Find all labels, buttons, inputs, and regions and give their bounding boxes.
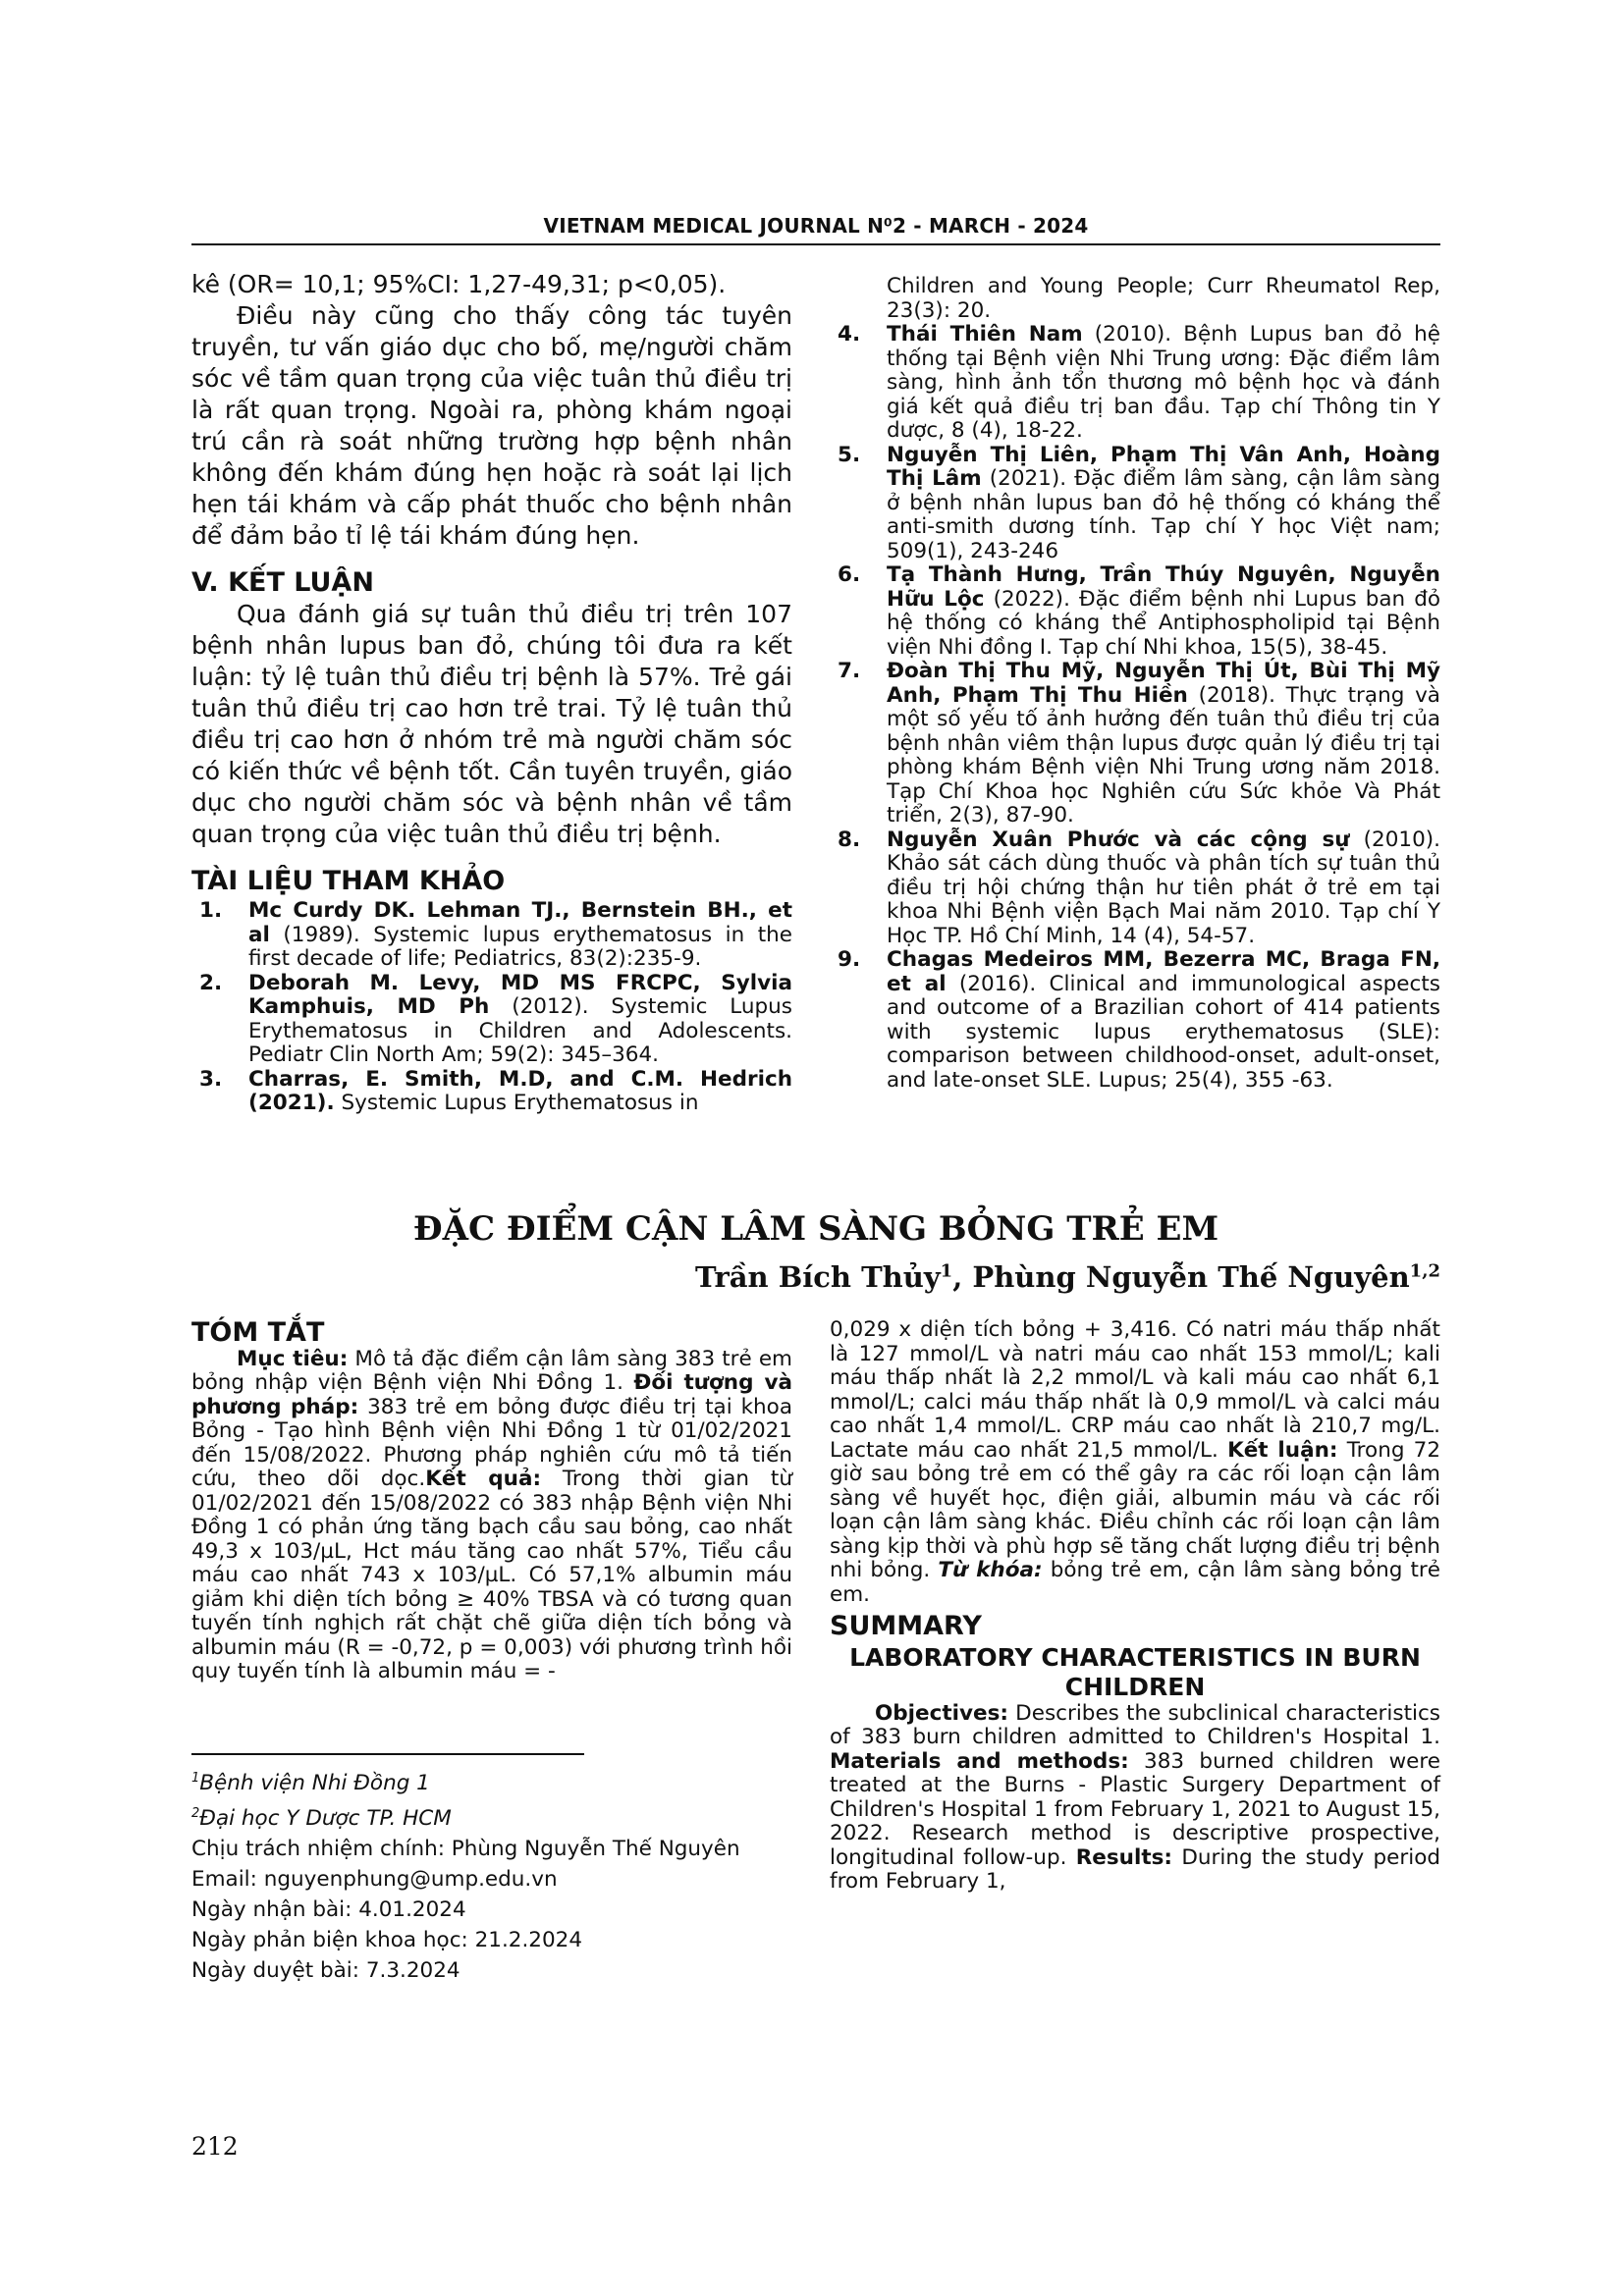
paragraph-stat: kê (OR= 10,1; 95%CI: 1,27-49,31; p<0,05).	[191, 270, 727, 298]
reference-item: 9. Chagas Medeiros MM, Bezerra MC, Braga FN, et al (2016). Clinical and immunological aspects and outcome of a Brazilian cohort of 414 patients with systemic lupus erythematosus (SLE): comparison between childhood-onset, adult-onset, and late-onset SLE. Lupus; 25(4), 355 -63.	[838, 947, 1440, 1093]
header-divider	[191, 243, 1440, 245]
reference-item: 2. Deborah M. Levy, MD MS FRCPC, Sylvia Kamphuis, MD Ph (2012). Systemic Lupus Erythematosus in Children and Adolescents. Pediatr Clin North Am; 59(2): 345–364.	[199, 970, 792, 1067]
reference-continuation: Children and Young People; Curr Rheumatol Rep, 23(3): 20.	[887, 274, 1440, 323]
abstract-body-continued: 0,029 x diện tích bỏng + 3,416. Có natri máu thấp nhất là 127 mmol/L và natri máu cao nhất 153 mmol/L; kali máu thấp nhất là 2,2 mmol/L và kali máu cao nhất 6,1 mmol/L; calci máu thấp nhất là 0,9 mmol/L và calci máu cao nhất 1,4 mmol/L. CRP máu cao nhất là 210,7 mg/L. Lactate máu cao nhất 21,5 mmol/L. Kết luận: Trong 72 giờ sau bỏng trẻ em có thể gây ra các rối loạn cận lâm sàng về huyết học, điện giải, albumin máu và các rối loạn cận lâm sàng khác. Điều chỉnh các rối loạn cận lâm sàng kịp thời và phù hợp sẽ tăng chất lượng điều trị bệnh nhi bỏng. Từ khóa: bỏng trẻ em, cận lâm sàng bỏng trẻ em.	[830, 1317, 1441, 1607]
abstract-heading: TÓM TẮT	[191, 1317, 325, 1348]
review-date: Ngày phản biện khoa học: 21.2.2024	[191, 1928, 583, 1953]
reference-item: 6. Tạ Thành Hưng, Trần Thúy Nguyên, Nguyễn Hữu Lộc (2022). Đặc điểm bệnh nhi Lupus ban đỏ hệ thống có kháng thể Antiphospholipid tại Bệnh viện Nhi đồng I. Tạp chí Nhi khoa, 15(5), 38-45.	[838, 562, 1440, 660]
reference-item: 4. Thái Thiên Nam (2010). Bệnh Lupus ban đỏ hệ thống tại Bệnh viện Nhi Trung ương: Đặc điểm lâm sàng, hình ảnh tổn thương mô bệnh học và đánh giá kết quả điều trị ban đầu. Tạp chí Thông tin Y dược, 8 (4), 18-22.	[838, 322, 1440, 443]
reference-item: 1. Mc Curdy DK. Lehman TJ., Bernstein BH., et al (1989). Systemic lupus erythematosus in the first decade of life; Pediatrics, 83(2):235-9.	[199, 898, 792, 971]
affiliation-2: $^2$Đại học Y Dược TP. HCM	[191, 1806, 452, 1832]
conclusion-heading: V. KẾT LUẬN	[191, 567, 374, 598]
reference-item: 8. Nguyễn Xuân Phước và các cộng sự (2010). Khảo sát cách dùng thuốc và phân tích sự tuân thủ điều trị hội chứng thận hư tiên phát ở trẻ em tại khoa Nhi Bệnh viện Bạch Mai năm 2010. Tạp chí Y Học TP. Hồ Chí Minh, 14 (4), 54-57.	[838, 827, 1440, 948]
conclusion-text: Qua đánh giá sự tuân thủ điều trị trên 107 bệnh nhân lupus ban đỏ, chúng tôi đưa ra kết luận: tỷ lệ tuân thủ điều trị bệnh là 57%. Trẻ gái tuân thủ điều trị cao hơn trẻ trai. Tỷ lệ tuân thủ điều trị cao hơn ở nhóm trẻ mà người chăm sóc có kiến thức về bệnh tốt. Cần tuyên truyền, giáo dục cho người chăm sóc và bệnh nhân về tầm quan trọng của việc tuân thủ điều trị bệnh.	[191, 600, 792, 848]
abstract-body: Mục tiêu: Mô tả đặc điểm cận lâm sàng 383 trẻ em bỏng nhập viện Bệnh viện Nhi Đồng 1. Đối tượng và phương pháp: 383 trẻ em bỏng được điều trị tại khoa Bỏng - Tạo hình Bệnh viện Nhi Đồng 1 từ 01/02/2021 đến 15/08/2022. Phương pháp nghiên cứu mô tả tiến cứu, theo dõi dọc.Kết quả: Trong thời gian từ 01/02/2021 đến 15/08/2022 có 383 nhập Bệnh viện Nhi Đồng 1 có phản ứng tăng bạch cầu sau bỏng, cao nhất 49,3 x 103/µL, Hct máu tăng cao nhất 57%, Tiểu cầu máu cao nhất 743 x 103/µL. Có 57,1% albumin máu giảm khi diện tích bỏng ≥ 40% TBSA và có tương quan tuyến tính nghịch rất chặt chẽ giữa diện tích bỏng và albumin máu (R = -0,72, p = 0,003) với phương trình hồi quy tuyến tính là albumin máu = -	[191, 1346, 792, 1683]
article-authors: Trần Bích Thủy$^1$, Phùng Nguyễn Thế Nguyên$^{1,2}$	[694, 1260, 1440, 1294]
affiliation-1: $^1$Bệnh viện Nhi Đồng 1	[191, 1771, 430, 1796]
abstract-vi-left	[191, 1317, 792, 1684]
footnote-divider	[191, 1753, 584, 1755]
author-affiliation-mark: 1	[940, 1260, 953, 1282]
reference-list-right	[830, 275, 1440, 1093]
footnotes	[191, 1763, 792, 1986]
reference-list-left	[191, 899, 792, 1116]
author-name: Trần Bích Thủy	[694, 1260, 941, 1294]
references-heading: TÀI LIỆU THAM KHẢO	[191, 866, 506, 896]
reference-item: 3. Charras, E. Smith, M.D, and C.M. Hedrich (2021). Systemic Lupus Erythematosus in	[199, 1066, 792, 1115]
summary-heading: SUMMARY	[830, 1611, 982, 1641]
author-name: Phùng Nguyễn Thế Nguyên	[972, 1260, 1410, 1294]
page-number: 212	[191, 2132, 239, 2161]
summary-body: Objectives: Describes the subclinical characteristics of 383 burn children admitted to Children's Hospital 1. Materials and methods: 383 burned children were treated at the Burns - Plastic Surgery Department of Children's Hospital 1 from February 1, 2021 to August 15, 2022. Research method is descriptive prospective, longitudinal follow-up. Results: During the study period from February 1,	[830, 1700, 1440, 1894]
abstract-vi-right	[830, 1318, 1440, 1895]
paragraph-discussion: Điều này cũng cho thấy công tác tuyên truyền, tư vấn giáo dục cho bố, mẹ/người chăm sóc về tầm quan trọng của việc tuân thủ điều trị là rất quan trọng. Ngoài ra, phòng khám ngoại trú cần rà soát những trường hợp bệnh nhân không đến khám đúng hẹn hoặc rà soát lại lịch hẹn tái khám và cấp phát thuốc cho bệnh nhân để đảm bảo tỉ lệ tái khám đúng hẹn.	[191, 301, 792, 550]
accepted-date: Ngày duyệt bài: 7.3.2024	[191, 1958, 460, 1984]
author-affiliation-mark: 1,2	[1409, 1260, 1440, 1282]
reference-item: 5. Nguyễn Thị Liên, Phạm Thị Vân Anh, Hoàng Thị Lâm (2021). Đặc điểm lâm sàng, cận lâm sàng ở bệnh nhân lupus ban đỏ hệ thống có kháng thể anti-smith dương tính. Tạp chí Y học Việt nam; 509(1), 243-246	[838, 442, 1440, 563]
responsible-author: Chịu trách nhiệm chính: Phùng Nguyễn Thế Nguyên	[191, 1837, 740, 1862]
left-column	[191, 269, 792, 1116]
summary-title: LABORATORY CHARACTERISTICS IN BURN CHILDREN	[849, 1642, 1421, 1701]
contact-email: Email: nguyenphung@ump.edu.vn	[191, 1867, 558, 1893]
article-title: ĐẶC ĐIỂM CẬN LÂM SÀNG BỎNG TRẺ EM	[412, 1209, 1219, 1249]
reference-item: 7. Đoàn Thị Thu Mỹ, Nguyễn Thị Út, Bùi Thị Mỹ Anh, Phạm Thị Thu Hiền (2018). Thực trạng và một số yếu tố ảnh hưởng đến tuân thủ điều trị của bệnh nhân viêm thận lupus được quản lý điều trị tại phòng khám Bệnh viện Nhi Trung ương năm 2018. Tạp Chí Khoa học Nghiên cứu Sức khỏe Và Phát triển, 2(3), 87-90.	[838, 659, 1440, 828]
journal-header: VIETNAM MEDICAL JOURNAL N⁰2 - MARCH - 2024	[543, 214, 1089, 238]
right-column	[830, 275, 1440, 1093]
received-date: Ngày nhận bài: 4.01.2024	[191, 1897, 466, 1923]
